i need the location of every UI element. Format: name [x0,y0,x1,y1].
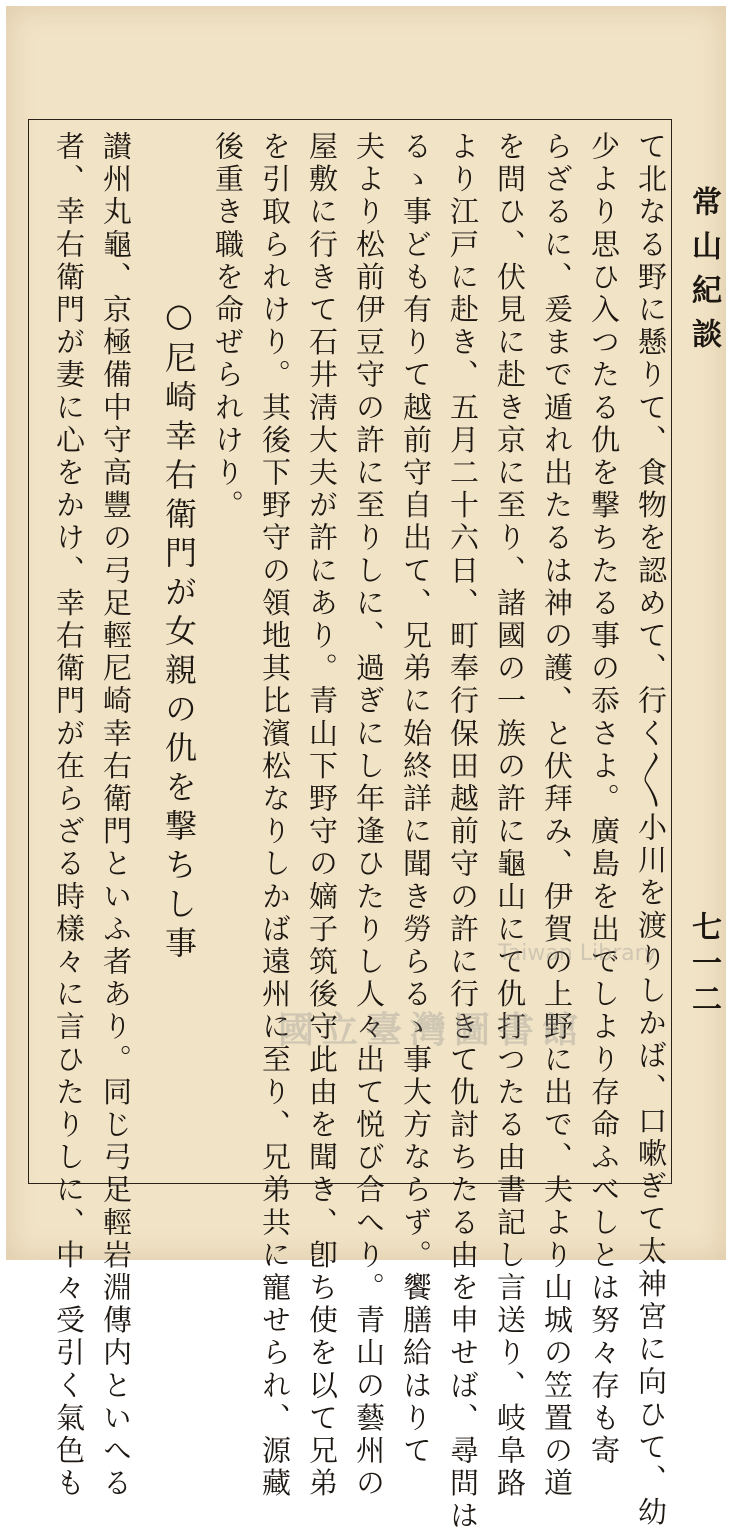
watermark-chinese: 國立臺灣圖書館 [278,1010,587,1051]
text-line: を引取られけり。其後下野守の領地其比濱松なりしかば遠州に至り、兄弟共に寵せられ、源藏 [258,131,292,1501]
text-line: より江戸に赴き、五月二十六日、町奉行保田越前守の許に行きて仇討ちたる由を申せば、尋問は [446,131,480,1533]
running-title: 常山紀談 [686,186,721,362]
text-line: 屋敷に行きて石井淸大夫が許にあり。青山下野守の嫡子筑後守此由を聞き、卽ち使を以て兄弟 [305,131,339,1501]
text-line: 少より思ひ入つたる仇を撃ちたる事の忝さよ。廣島を出でしより存命ふべしとは努々存も寄 [587,131,621,1468]
text-line: を問ひ、伏見に赴き京に至り、諸國の一族の許に龜山にて仇打つたる由書記し言送り、岐阜路 [493,131,527,1501]
watermark-english: Taiwan Library [498,941,657,966]
section-text-line: 者、幸右衛門が妻に心をかけ、幸右衛門が在らざる時樣々に言ひたりしに、中々受引く氣色も [52,131,86,1501]
text-line: らざるに、爰まで遁れ出たるは神の護、と伏拜み、伊賀の上野に出で、夫より山城の笠置の道 [540,131,574,1501]
page-number: 七一二 [686,911,721,1019]
text-line: 夫より松前伊豆守の許に至りしに、過ぎにし年逢ひたりし人々出て悦び合へり。青山の藝州の [352,131,386,1501]
section-title: ○尼崎幸右衛門が女親の仇を撃ちし事 [160,296,198,965]
section-text-line: 讃州丸龜、京極備中守高豐の弓足輕尼崎幸右衛門といふ者あり。同じ弓足輕岩淵傳内といへる [99,131,133,1501]
text-line: て北なる野に懸りて、食物を認めて、行く〳〵小川を渡りしかば、口嗽ぎて太神宮に向ひて、幼 [634,131,668,1530]
text-line: るゝ事ども有りて越前守自出て、兄弟に始終詳に聞き勞らるゝ事大方ならず。饗膳給はりて [399,131,433,1468]
book-page [6,6,726,1533]
text-line: 後重き職を命ぜられけり。 [211,131,245,523]
